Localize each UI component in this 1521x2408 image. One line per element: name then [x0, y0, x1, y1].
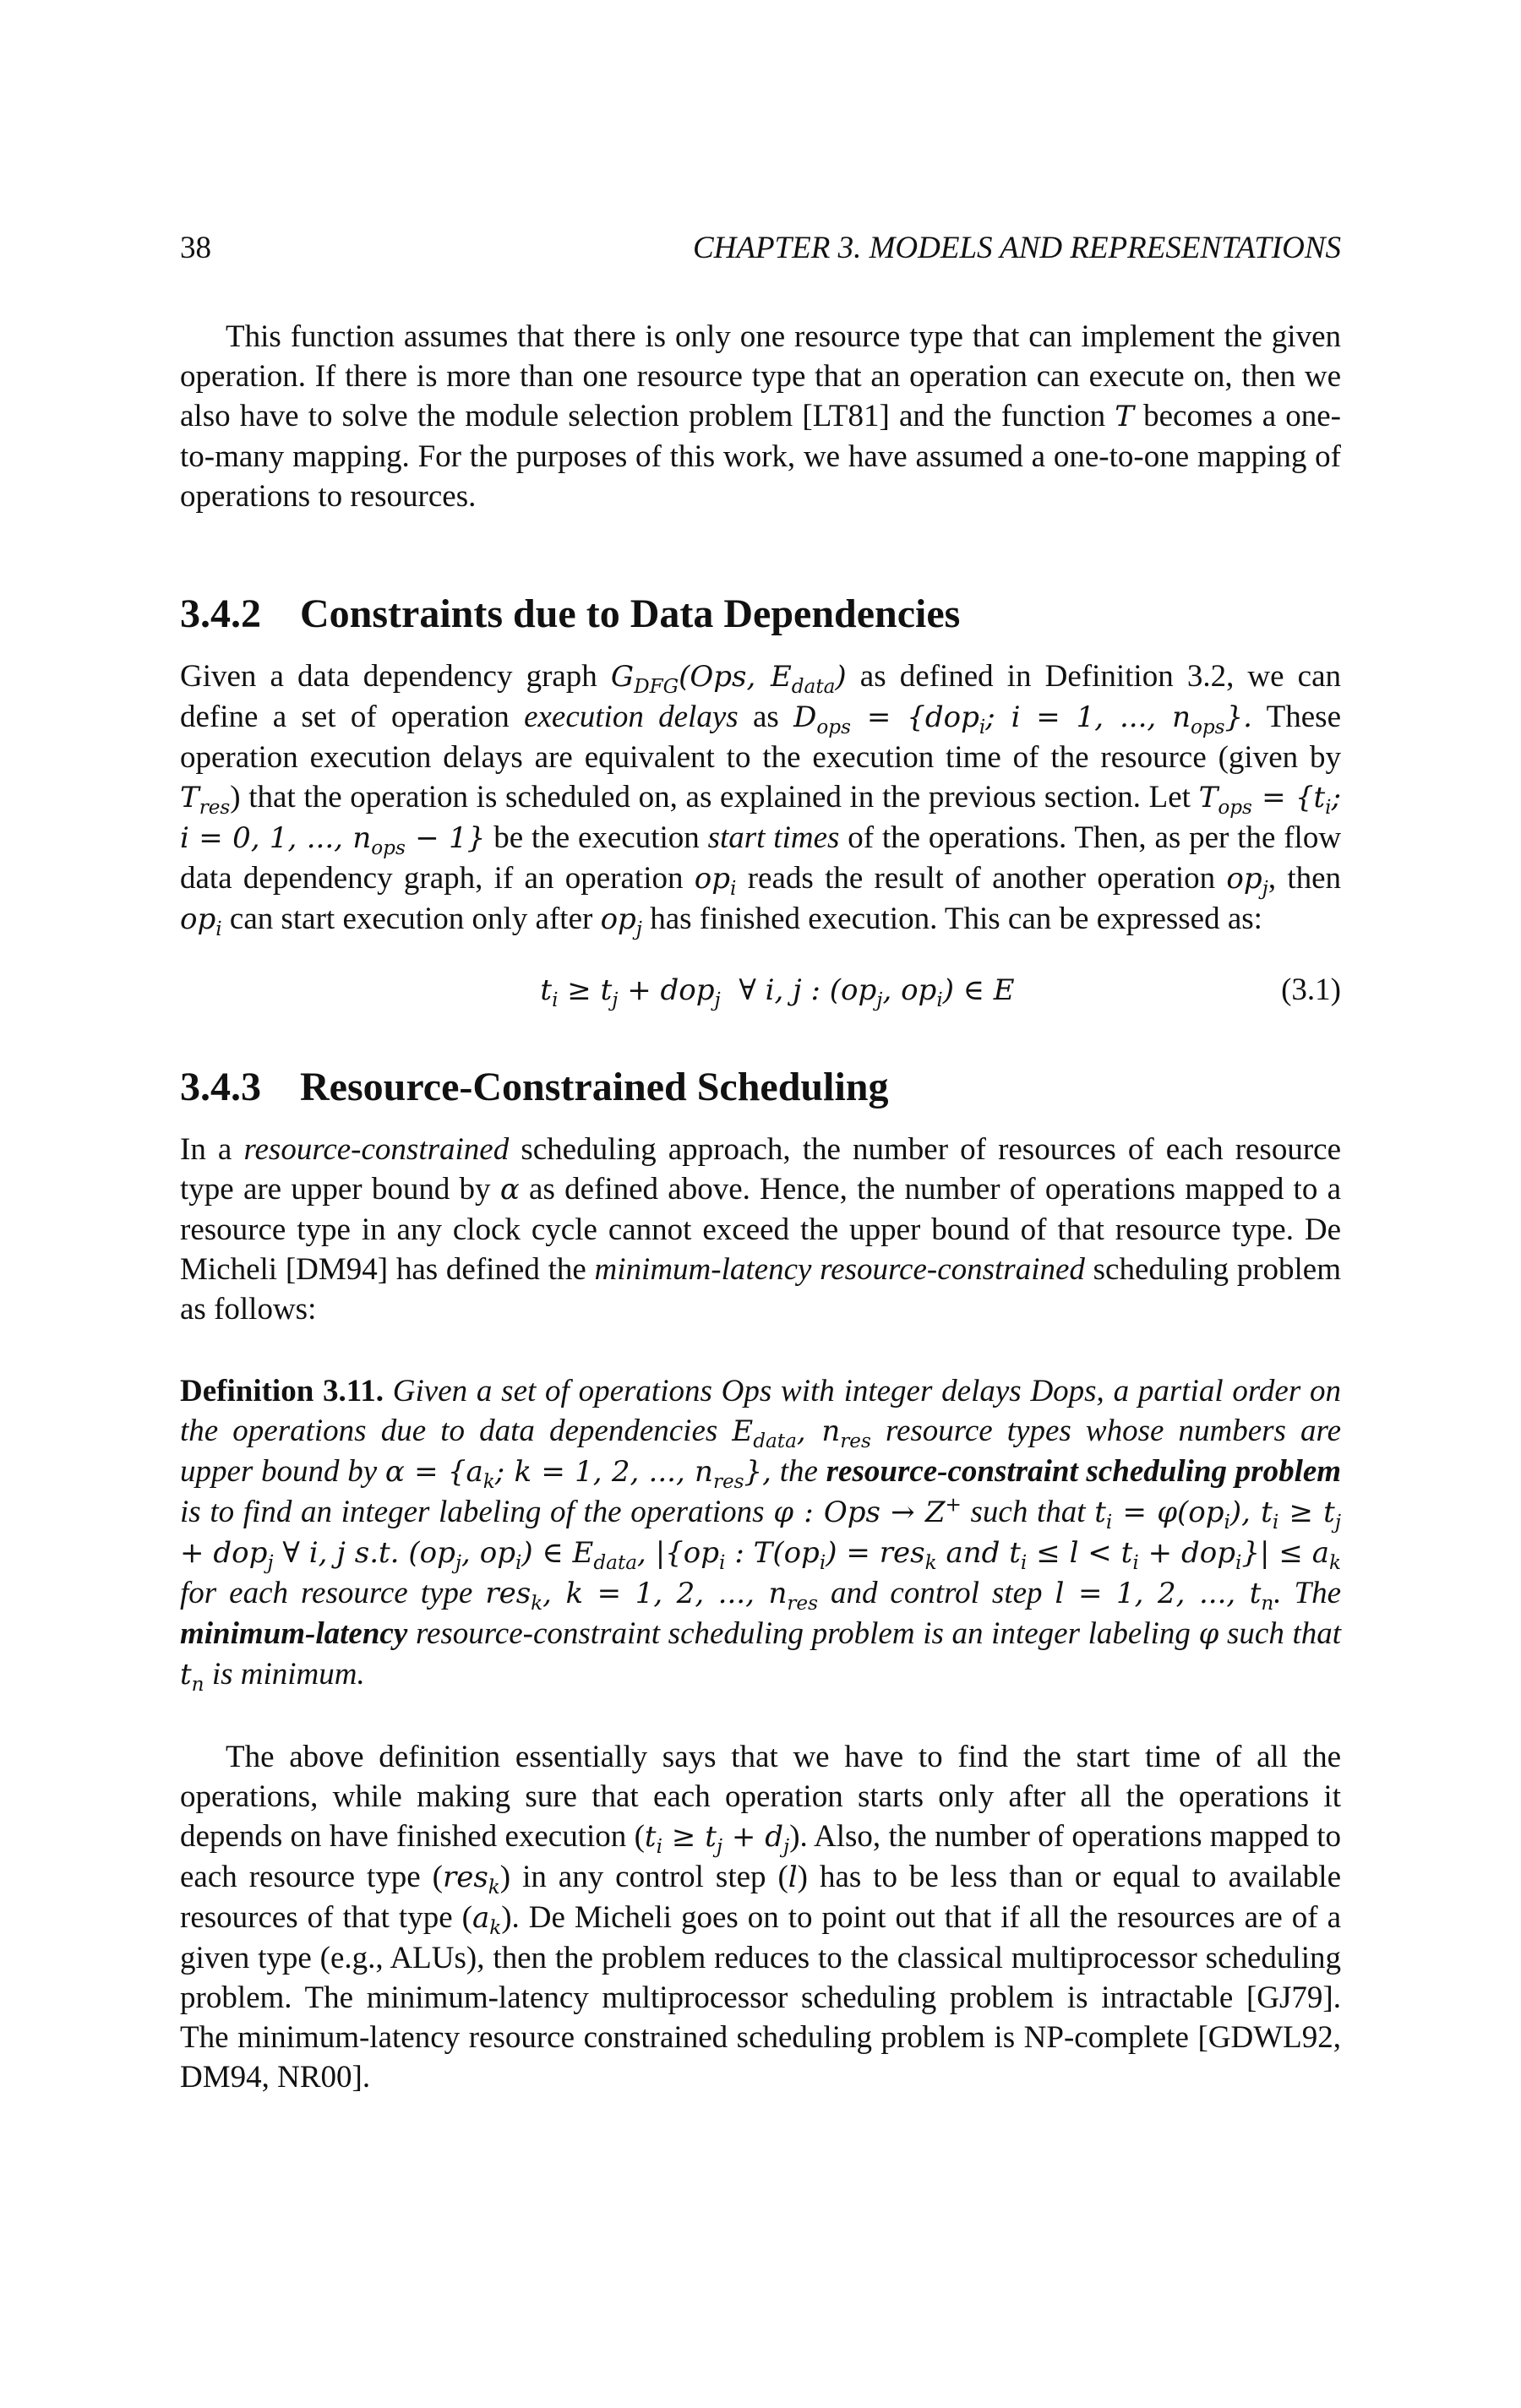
section-heading-3-4-3 — [180, 1064, 1341, 1111]
intro-paragraph: This function assumes that there is only one resource type that can implement the given operation. If there is more than one resource type that an operation can execute on, then we also have to solve the module selection problem [LT81] and the function T becomes a one-to-many mapping. For the purposes of this work, we have assumed a one-to-one mapping of operations to resources. — [180, 319, 1342, 514]
section-title: Constraints due to Data Dependencies — [300, 591, 961, 636]
page-number: 38 — [180, 231, 211, 265]
section-number: 3.4.2 — [180, 591, 261, 636]
section-number: 3.4.3 — [180, 1065, 261, 1109]
page-body — [180, 317, 1341, 2097]
equation-number: (3.1) — [1281, 972, 1341, 1007]
running-header — [180, 230, 1341, 267]
section-heading-3-4-2 — [180, 591, 1341, 638]
equation-3-1 — [180, 970, 1341, 1010]
definition-label: Definition 3.11. — [180, 1374, 384, 1408]
equation-expression: $t_i \ge t_j + dop_j$ ∀ i, j : ($op_j$, $op_i$) ∈ E — [540, 973, 1015, 1011]
resource-constrained-paragraph: In a resource-constrained scheduling approach, the number of resources of each resource type are upper bound by α as defined above. Hence, the number of operations mapped to a resource type in any clock cycle cannot exceed the upper bound of that resource type. De Micheli [DM94] has defined the minimum-latency resource-constrained scheduling problem as follows: — [180, 1132, 1342, 1327]
section-title: Resource-Constrained Scheduling — [300, 1065, 889, 1109]
data-dependencies-paragraph: Given a data dependency graph $G_{DFG}(Ops$, $E_{data}$) as defined in Definition 3.2, we can define a set of operation execution delays as $D_{ops} = \{dop_i$; i = 1, ..., $n_{ops}$}. These operation execution delays are equivalent to the execution time of the resource (given by $T_{res}$) that the operation is scheduled on, as explained in the previous section. Let $T_{ops} = \{t_i$; i = 0, 1, ..., $n_{ops} - 1$} be the execution start times of the operations. Then, as per the flow data dependency graph, if an operation $op_i$ reads the result of another operation $op_j$, then $op_i$ can start execution only after $op_j$ has finished execution. This can be expressed as: — [180, 659, 1342, 940]
definition-3-11: Definition 3.11. Given a set of operations Ops with integer delays Dops, a partial order on the operations due to data dependencies $E_{data}$, $n_{res}$ resource types whose numbers are upper bound by $\alpha = \{a_k$; k = 1, 2, ..., $n_{res}$}, the resource-constraint scheduling problem is to find an integer labeling of the operations φ : Ops → Z+ such that $t_i = \varphi(op_i)$, $t_i \ge t_j + dop_j$ ∀ i, j s.t. ($op_j$, $op_i$) ∈ $E_{data}$, $|\{op_i$ : $T(op_i) = res_k$ and $t_i \le l < t_i + dop_i\}| \le a_k$ for each resource type res$_k$, k = 1, 2, ..., $n_{res}$ and control step l = 1, 2, ..., $t_n$. The minimum-latency resource-constraint scheduling problem is an integer labeling φ such that $t_n$ is minimum. — [180, 1374, 1342, 1696]
closing-paragraph: The above definition essentially says that we have to find the start time of all the operations, while making sure that each operation starts only after all the operations it depends on have finished execution $(t_i \ge t_j + d_j)$. Also, the number of operations mapped to each resource type (res$_k$) in any control step (l) has to be less than or equal to available resources of that type $(a_k)$. De Micheli goes on to point out that if all the resources are of a given type (e.g., ALUs), then the problem reduces to the classical multiprocessor scheduling problem. The minimum-latency multiprocessor scheduling problem is intractable [GJ79]. The minimum-latency resource constrained scheduling problem is NP-complete [GDWL92, DM94, NR00]. — [180, 1740, 1342, 2095]
chapter-title: CHAPTER 3. MODELS AND REPRESENTATIONS — [692, 231, 1341, 265]
